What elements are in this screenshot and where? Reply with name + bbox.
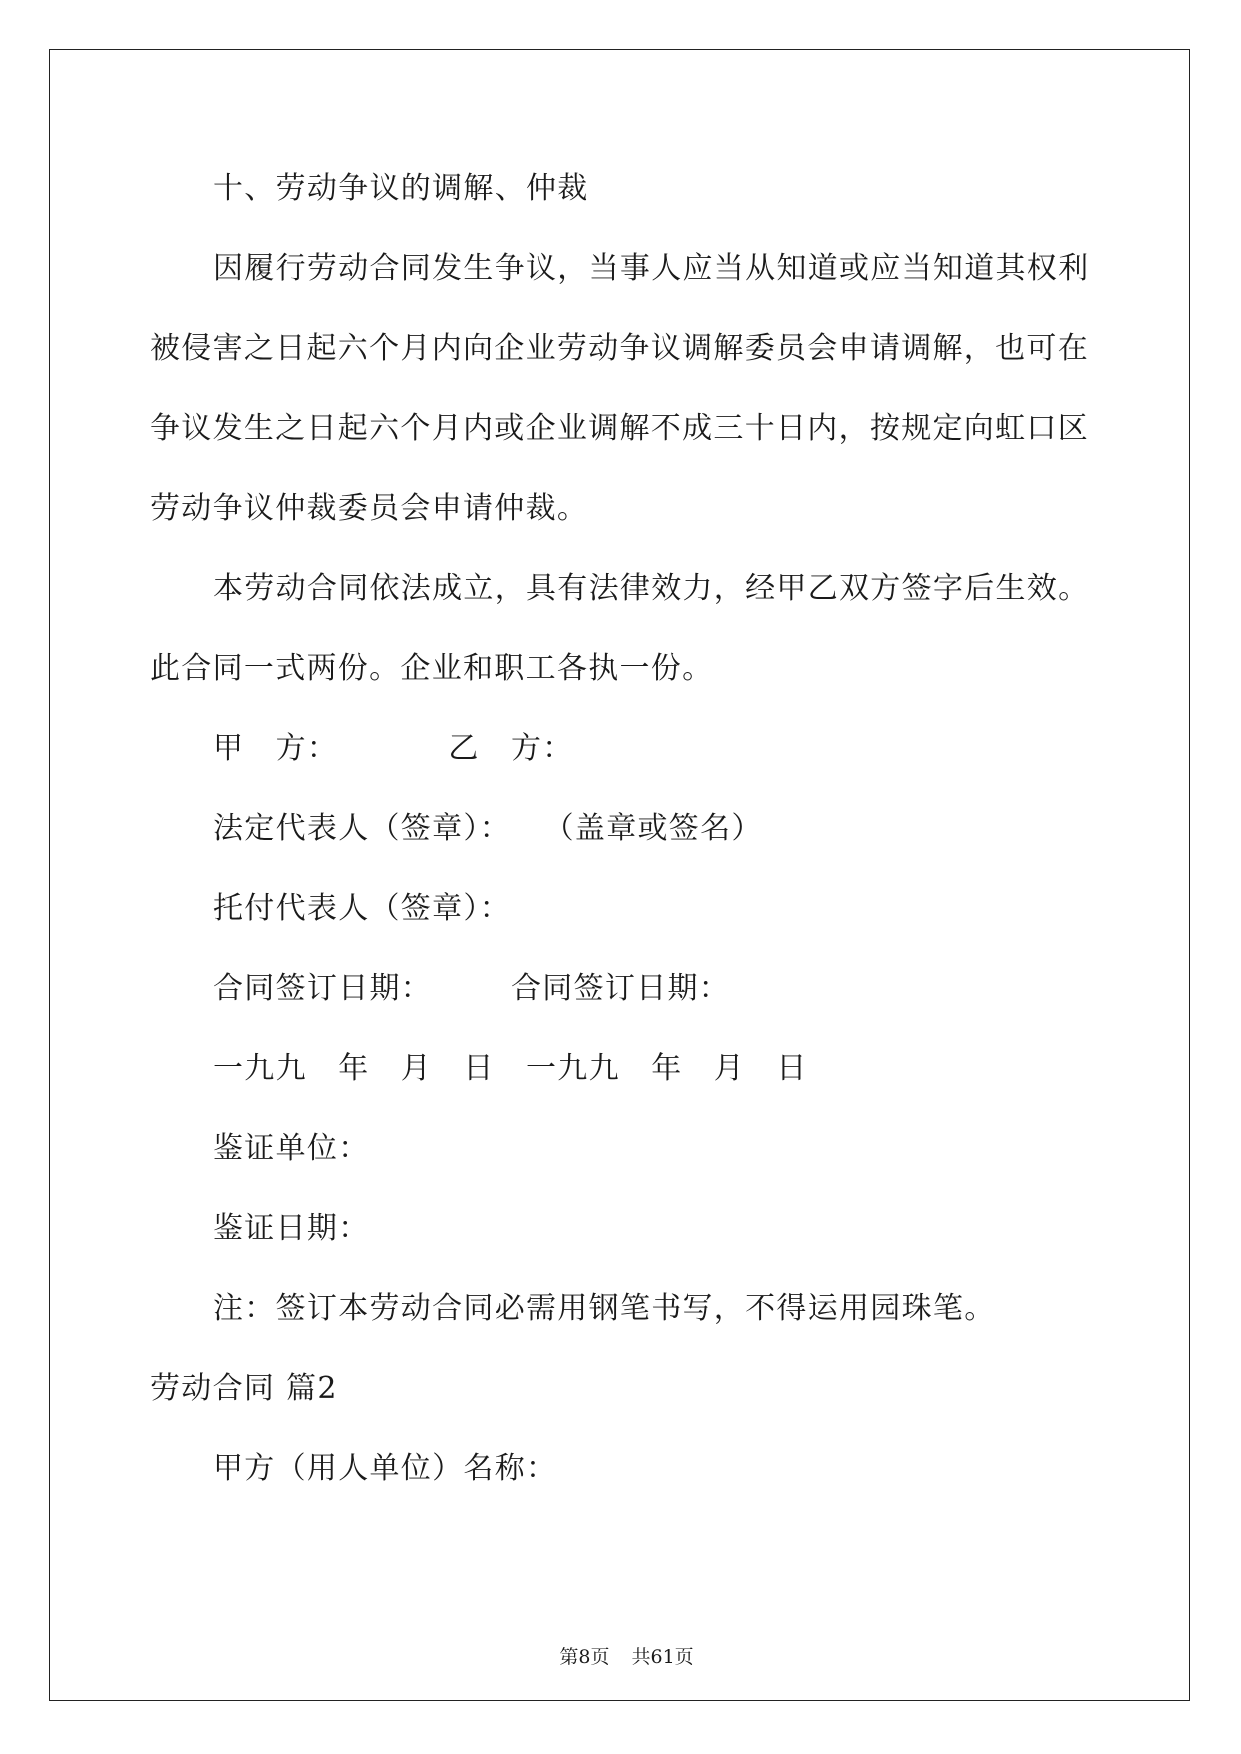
note-line: 注：签订本劳动合同必需用钢笔书写，不得运用园珠笔。: [213, 1291, 996, 1326]
page-total: 共61页: [631, 1646, 694, 1668]
attestation-unit-field: 鉴证单位：: [213, 1131, 370, 1166]
attestation-date-field: 鉴证日期：: [213, 1211, 370, 1246]
paragraph-line: 本劳动合同依法成立，具有法律效力，经甲乙双方签字后生效。: [213, 571, 1090, 606]
paragraph-line: 此合同一式两份。企业和职工各执一份。: [150, 651, 714, 686]
legal-representative-field: 法定代表人（签章）： （盖章或签名）: [213, 811, 763, 846]
page-number: 第8页: [559, 1646, 610, 1668]
paragraph-line: 被侵害之日起六个月内向企业劳动争议调解委员会申请调解，也可在: [150, 331, 1089, 366]
party-a-name-field: 甲方（用人单位）名称：: [213, 1451, 558, 1486]
party-labels: 甲 方： 乙 方：: [213, 731, 574, 766]
paragraph-line: 劳动争议仲裁委员会申请仲裁。: [150, 491, 589, 526]
paragraph-line: 争议发生之日起六个月内或企业调解不成三十日内，按规定向虹口区: [150, 411, 1089, 446]
page-footer: [0, 1621, 1241, 1669]
signing-date-labels: 合同签订日期： 合同签订日期：: [213, 971, 731, 1006]
section-title: 劳动合同 篇2: [150, 1371, 338, 1406]
paragraph-line: 因履行劳动合同发生争议，当事人应当从知道或应当知道其权利: [213, 251, 1090, 286]
signing-date-values: 一九九 年 月 日 一九九 年 月 日: [213, 1051, 808, 1086]
section-heading: 十、劳动争议的调解、仲裁: [213, 171, 589, 206]
entrusted-representative-field: 托付代表人（签章）：: [213, 891, 511, 926]
